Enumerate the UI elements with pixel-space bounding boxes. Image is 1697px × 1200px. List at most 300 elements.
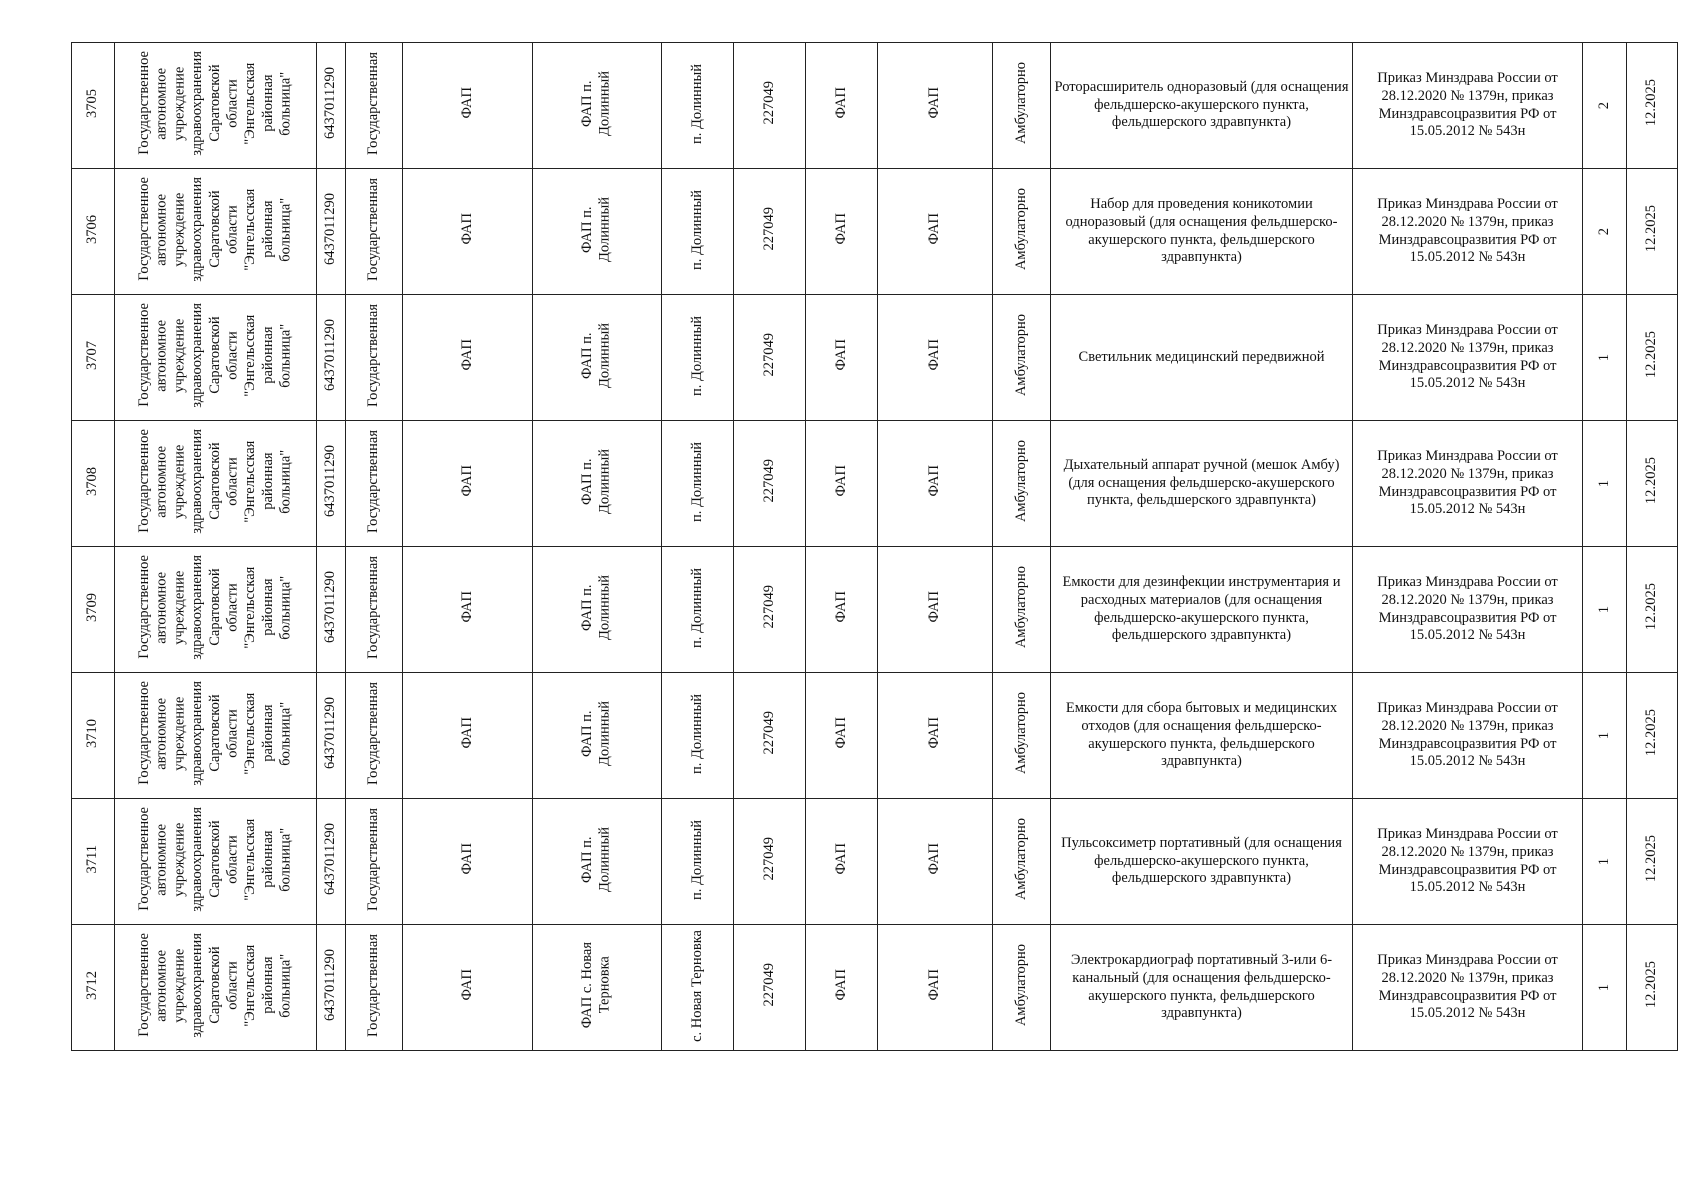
organization-name-line: "Энгельсская (242, 439, 259, 523)
inn-cell (317, 295, 346, 421)
legal-basis: Приказ Минздрава России от 28.12.2020 № 1379н, приказ Минздравсоцразвития РФ от 15.05.2012 № 543н (1353, 673, 1583, 799)
ownership-form-cell (346, 421, 403, 547)
subdivision: ФАП (832, 339, 849, 371)
equipment-name: Дыхательный аппарат ручной (мешок Амбу) (для оснащения фельдшерско-акушерского пункта, фельдшерского здравпункта) (1051, 421, 1353, 547)
period-cell (1627, 295, 1678, 421)
row-number: 3708 (84, 466, 101, 496)
organization-name-line: Саратовской (206, 568, 223, 646)
table-row (72, 169, 1678, 295)
row-number: 3711 (84, 844, 101, 874)
profile-cell (878, 43, 993, 169)
care-form: Амбулаторно (1012, 691, 1029, 775)
locality: п. Долинный (688, 63, 705, 144)
unit-type-cell (403, 43, 533, 169)
unit-name-cell (533, 295, 662, 421)
organization-name-line: Саратовской (206, 442, 223, 520)
care-form: Амбулаторно (1012, 61, 1029, 145)
period: 12.2025 (1643, 331, 1660, 379)
locality-cell (662, 421, 734, 547)
locality: с. Новая Терновка (688, 929, 705, 1042)
inn-cell (317, 421, 346, 547)
row-number: 3712 (84, 970, 101, 1000)
ownership-form-cell (346, 547, 403, 673)
organization-name-line: здравоохранения (188, 806, 205, 912)
organization-name-line: больница" (277, 449, 294, 513)
inn-cell (317, 547, 346, 673)
profile: ФАП (926, 87, 943, 119)
code: 227049 (760, 711, 777, 755)
ownership-form-cell (346, 169, 403, 295)
unit-name-line: ФАП п. (579, 331, 596, 379)
profile: ФАП (926, 339, 943, 371)
organization-name-cell (115, 43, 317, 169)
inn-cell (317, 43, 346, 169)
code-cell (734, 43, 806, 169)
organization-name-line: районная (259, 200, 276, 258)
organization-name-line: автономное (153, 193, 170, 265)
unit-name-line: ФАП п. (579, 835, 596, 883)
table-row (72, 43, 1678, 169)
subdivision-cell (806, 799, 878, 925)
code-cell (734, 925, 806, 1051)
organization-name-line: здравоохранения (188, 680, 205, 786)
period: 12.2025 (1643, 835, 1660, 883)
organization-name-line: Государственное (135, 429, 152, 533)
subdivision-cell (806, 169, 878, 295)
ownership-form: Государственная (365, 934, 382, 1037)
unit-name-line: ФАП п. (579, 205, 596, 253)
unit-name (579, 827, 614, 892)
unit-name-cell (533, 43, 662, 169)
unit-name (579, 449, 614, 514)
unit-name-line: Долинный (597, 322, 613, 388)
unit-type: ФАП (458, 465, 475, 497)
organization-name-line: больница" (277, 575, 294, 639)
quantity-cell (1583, 925, 1627, 1051)
code-cell (734, 295, 806, 421)
organization-name-line: области (224, 582, 241, 632)
subdivision: ФАП (832, 717, 849, 749)
organization-name-line: здравоохранения (188, 176, 205, 282)
unit-name-line: ФАП п. (579, 457, 596, 505)
inn: 6437011290 (322, 571, 339, 643)
organization-name-line: больница" (277, 323, 294, 387)
organization-name-line: "Энгельсская (242, 943, 259, 1027)
organization-name-line: области (224, 708, 241, 758)
equipment-name: Электрокардиограф портативный 3-или 6-канальный (для оснащения фельдшерско-акушерского пункта, фельдшерского здравпункта) (1051, 925, 1353, 1051)
locality-cell (662, 799, 734, 925)
profile: ФАП (926, 465, 943, 497)
care-form: Амбулаторно (1012, 817, 1029, 901)
inn-cell (317, 925, 346, 1051)
unit-name-line: Терновка (597, 956, 613, 1014)
unit-name-line: ФАП с. Новая (579, 941, 596, 1029)
organization-name-line: учреждение (171, 66, 188, 141)
subdivision-cell (806, 547, 878, 673)
period: 12.2025 (1643, 709, 1660, 757)
row-number-cell (72, 673, 115, 799)
organization-name-line: учреждение (171, 570, 188, 645)
organization-name-line: Государственное (135, 555, 152, 659)
period-cell (1627, 169, 1678, 295)
ownership-form-cell (346, 295, 403, 421)
code: 227049 (760, 207, 777, 251)
code-cell (734, 547, 806, 673)
organization-name-line: области (224, 960, 241, 1010)
period-cell (1627, 925, 1678, 1051)
care-form: Амбулаторно (1012, 313, 1029, 397)
organization-name (136, 303, 295, 408)
inn: 6437011290 (322, 193, 339, 265)
unit-type: ФАП (458, 213, 475, 245)
inn-cell (317, 799, 346, 925)
ownership-form: Государственная (365, 178, 382, 281)
unit-type-cell (403, 547, 533, 673)
organization-name-line: Государственное (135, 303, 152, 407)
unit-name-cell (533, 673, 662, 799)
profile-cell (878, 673, 993, 799)
unit-name-cell (533, 799, 662, 925)
row-number-cell (72, 547, 115, 673)
equipment-name: Емкости для сбора бытовых и медицинских отходов (для оснащения фельдшерско-акушерского пункта, фельдшерского здравпункта) (1051, 673, 1353, 799)
organization-name-line: автономное (153, 445, 170, 517)
profile: ФАП (926, 843, 943, 875)
organization-name-line: автономное (153, 67, 170, 139)
ownership-form-cell (346, 43, 403, 169)
unit-name (579, 701, 614, 766)
quantity: 1 (1595, 984, 1612, 992)
code: 227049 (760, 585, 777, 629)
locality: п. Долинный (688, 189, 705, 270)
locality-cell (662, 925, 734, 1051)
equipment-name: Пульсоксиметр портативный (для оснащения фельдшерско-акушерского пункта, фельдшерского здравпункта) (1051, 799, 1353, 925)
quantity-cell (1583, 295, 1627, 421)
organization-name-line: учреждение (171, 822, 188, 897)
quantity: 2 (1595, 102, 1612, 110)
legal-basis: Приказ Минздрава России от 28.12.2020 № 1379н, приказ Минздравсоцразвития РФ от 15.05.2012 № 543н (1353, 43, 1583, 169)
quantity-cell (1583, 169, 1627, 295)
subdivision: ФАП (832, 465, 849, 497)
organization-name-line: учреждение (171, 948, 188, 1023)
unit-type-cell (403, 169, 533, 295)
subdivision: ФАП (832, 213, 849, 245)
subdivision: ФАП (832, 969, 849, 1001)
care-form-cell (993, 673, 1051, 799)
inn-cell (317, 673, 346, 799)
organization-name-line: области (224, 204, 241, 254)
organization-name-line: автономное (153, 823, 170, 895)
locality: п. Долинный (688, 441, 705, 522)
quantity: 1 (1595, 732, 1612, 740)
organization-name (136, 681, 295, 786)
period-cell (1627, 673, 1678, 799)
organization-name-line: Саратовской (206, 64, 223, 142)
table-row (72, 421, 1678, 547)
code-cell (734, 169, 806, 295)
legal-basis: Приказ Минздрава России от 28.12.2020 № 1379н, приказ Минздравсоцразвития РФ от 15.05.2012 № 543н (1353, 421, 1583, 547)
locality: п. Долинный (688, 819, 705, 900)
unit-name-line: Долинный (597, 574, 613, 640)
legal-basis: Приказ Минздрава России от 28.12.2020 № 1379н, приказ Минздравсоцразвития РФ от 15.05.2012 № 543н (1353, 169, 1583, 295)
quantity: 2 (1595, 228, 1612, 236)
organization-name-line: Саратовской (206, 694, 223, 772)
organization-name-line: больница" (277, 701, 294, 765)
ownership-form: Государственная (365, 304, 382, 407)
organization-name-line: здравоохранения (188, 302, 205, 408)
quantity-cell (1583, 421, 1627, 547)
organization-name-cell (115, 925, 317, 1051)
profile: ФАП (926, 717, 943, 749)
table-row (72, 673, 1678, 799)
ownership-form-cell (346, 799, 403, 925)
table-row (72, 547, 1678, 673)
inn: 6437011290 (322, 319, 339, 391)
care-form: Амбулаторно (1012, 565, 1029, 649)
period: 12.2025 (1643, 205, 1660, 253)
subdivision-cell (806, 673, 878, 799)
row-number: 3707 (84, 340, 101, 370)
row-number-cell (72, 421, 115, 547)
organization-name (136, 933, 295, 1038)
care-form-cell (993, 799, 1051, 925)
inn-cell (317, 169, 346, 295)
row-number-cell (72, 169, 115, 295)
organization-name-line: здравоохранения (188, 932, 205, 1038)
care-form: Амбулаторно (1012, 943, 1029, 1027)
organization-name-line: "Энгельсская (242, 565, 259, 649)
organization-name-line: Саратовской (206, 946, 223, 1024)
organization-name-line: автономное (153, 571, 170, 643)
organization-name-line: больница" (277, 197, 294, 261)
organization-name-line: больница" (277, 71, 294, 135)
profile: ФАП (926, 591, 943, 623)
unit-name-cell (533, 925, 662, 1051)
organization-name-cell (115, 799, 317, 925)
unit-name-line: Долинный (597, 448, 613, 514)
care-form-cell (993, 547, 1051, 673)
organization-name-line: учреждение (171, 192, 188, 267)
row-number-cell (72, 799, 115, 925)
organization-name-line: районная (259, 326, 276, 384)
code: 227049 (760, 963, 777, 1007)
quantity: 1 (1595, 480, 1612, 488)
unit-name-cell (533, 169, 662, 295)
profile-cell (878, 421, 993, 547)
organization-name (136, 51, 295, 156)
care-form: Амбулаторно (1012, 439, 1029, 523)
inn: 6437011290 (322, 823, 339, 895)
organization-name-line: Саратовской (206, 316, 223, 394)
organization-name-line: больница" (277, 953, 294, 1017)
unit-name (579, 323, 614, 388)
organization-name-line: "Энгельсская (242, 691, 259, 775)
care-form-cell (993, 169, 1051, 295)
subdivision-cell (806, 295, 878, 421)
unit-name-line: ФАП п. (579, 709, 596, 757)
unit-type-cell (403, 295, 533, 421)
organization-name-line: "Энгельсская (242, 187, 259, 271)
unit-name (579, 942, 614, 1028)
period: 12.2025 (1643, 79, 1660, 127)
organization-name-line: учреждение (171, 318, 188, 393)
organization-name-cell (115, 547, 317, 673)
table-row (72, 295, 1678, 421)
period-cell (1627, 799, 1678, 925)
organization-name-line: автономное (153, 949, 170, 1021)
profile-cell (878, 169, 993, 295)
care-form-cell (993, 925, 1051, 1051)
organization-name-line: области (224, 456, 241, 506)
profile-cell (878, 547, 993, 673)
quantity-cell (1583, 799, 1627, 925)
unit-name (579, 197, 614, 262)
locality: п. Долинный (688, 315, 705, 396)
ownership-form: Государственная (365, 556, 382, 659)
unit-name-cell (533, 421, 662, 547)
unit-type: ФАП (458, 969, 475, 1001)
organization-name (136, 177, 295, 282)
care-form-cell (993, 421, 1051, 547)
unit-name (579, 71, 614, 136)
period-cell (1627, 43, 1678, 169)
organization-name (136, 807, 295, 912)
legal-basis: Приказ Минздрава России от 28.12.2020 № 1379н, приказ Минздравсоцразвития РФ от 15.05.2012 № 543н (1353, 547, 1583, 673)
table-body (72, 43, 1678, 1051)
inn: 6437011290 (322, 67, 339, 139)
organization-name-line: районная (259, 578, 276, 636)
quantity-cell (1583, 43, 1627, 169)
equipment-register-table (71, 42, 1678, 1051)
row-number: 3709 (84, 592, 101, 622)
organization-name-line: "Энгельсская (242, 817, 259, 901)
quantity: 1 (1595, 606, 1612, 614)
unit-type-cell (403, 421, 533, 547)
locality: п. Долинный (688, 567, 705, 648)
row-number-cell (72, 295, 115, 421)
subdivision-cell (806, 925, 878, 1051)
organization-name-line: районная (259, 830, 276, 888)
code: 227049 (760, 837, 777, 881)
unit-type-cell (403, 925, 533, 1051)
row-number: 3706 (84, 214, 101, 244)
subdivision: ФАП (832, 87, 849, 119)
organization-name (136, 429, 295, 534)
organization-name-line: "Энгельсская (242, 313, 259, 397)
ownership-form: Государственная (365, 808, 382, 911)
code-cell (734, 799, 806, 925)
organization-name-line: Государственное (135, 51, 152, 155)
organization-name-line: районная (259, 452, 276, 510)
organization-name-cell (115, 169, 317, 295)
locality-cell (662, 547, 734, 673)
organization-name-line: больница" (277, 827, 294, 891)
locality-cell (662, 295, 734, 421)
unit-type: ФАП (458, 717, 475, 749)
subdivision-cell (806, 421, 878, 547)
organization-name-line: Саратовской (206, 820, 223, 898)
locality-cell (662, 673, 734, 799)
code-cell (734, 421, 806, 547)
table-row (72, 925, 1678, 1051)
period: 12.2025 (1643, 457, 1660, 505)
unit-name-line: Долинный (597, 826, 613, 892)
period: 12.2025 (1643, 583, 1660, 631)
equipment-name: Набор для проведения коникотомии одноразовый (для оснащения фельдшерско-акушерского пункта, фельдшерского здравпункта) (1051, 169, 1353, 295)
table-row (72, 799, 1678, 925)
period-cell (1627, 547, 1678, 673)
subdivision-cell (806, 43, 878, 169)
ownership-form-cell (346, 673, 403, 799)
inn: 6437011290 (322, 697, 339, 769)
unit-name-line: ФАП п. (579, 79, 596, 127)
ownership-form-cell (346, 925, 403, 1051)
profile-cell (878, 925, 993, 1051)
organization-name-line: Саратовской (206, 190, 223, 268)
code: 227049 (760, 459, 777, 503)
organization-name-line: здравоохранения (188, 554, 205, 660)
organization-name-line: области (224, 78, 241, 128)
organization-name-cell (115, 295, 317, 421)
equipment-name: Роторасширитель одноразовый (для оснащения фельдшерско-акушерского пункта, фельдшерского здравпункта) (1051, 43, 1353, 169)
row-number-cell (72, 43, 115, 169)
organization-name-line: "Энгельсская (242, 61, 259, 145)
unit-name-line: Долинный (597, 700, 613, 766)
organization-name-line: Государственное (135, 681, 152, 785)
unit-name-line: Долинный (597, 70, 613, 136)
organization-name-cell (115, 673, 317, 799)
unit-type: ФАП (458, 339, 475, 371)
unit-name-line: ФАП п. (579, 583, 596, 631)
unit-type: ФАП (458, 87, 475, 119)
care-form: Амбулаторно (1012, 187, 1029, 271)
unit-type: ФАП (458, 843, 475, 875)
unit-type-cell (403, 673, 533, 799)
legal-basis: Приказ Минздрава России от 28.12.2020 № 1379н, приказ Минздравсоцразвития РФ от 15.05.2012 № 543н (1353, 925, 1583, 1051)
subdivision: ФАП (832, 843, 849, 875)
inn: 6437011290 (322, 445, 339, 517)
unit-name (579, 575, 614, 640)
organization-name-line: учреждение (171, 444, 188, 519)
organization-name-line: Государственное (135, 807, 152, 911)
unit-type: ФАП (458, 591, 475, 623)
locality: п. Долинный (688, 693, 705, 774)
organization-name-line: области (224, 330, 241, 380)
quantity: 1 (1595, 354, 1612, 362)
equipment-name: Светильник медицинский передвижной (1051, 295, 1353, 421)
quantity: 1 (1595, 858, 1612, 866)
code-cell (734, 673, 806, 799)
organization-name-line: здравоохранения (188, 50, 205, 156)
organization-name-cell (115, 421, 317, 547)
ownership-form: Государственная (365, 430, 382, 533)
care-form-cell (993, 295, 1051, 421)
row-number: 3705 (84, 88, 101, 118)
organization-name-line: здравоохранения (188, 428, 205, 534)
profile: ФАП (926, 213, 943, 245)
organization-name-line: автономное (153, 319, 170, 391)
organization-name-line: районная (259, 74, 276, 132)
period: 12.2025 (1643, 961, 1660, 1009)
profile-cell (878, 295, 993, 421)
profile-cell (878, 799, 993, 925)
inn: 6437011290 (322, 949, 339, 1021)
locality-cell (662, 43, 734, 169)
organization-name (136, 555, 295, 660)
profile: ФАП (926, 969, 943, 1001)
organization-name-line: районная (259, 704, 276, 762)
quantity-cell (1583, 673, 1627, 799)
unit-name-line: Долинный (597, 196, 613, 262)
